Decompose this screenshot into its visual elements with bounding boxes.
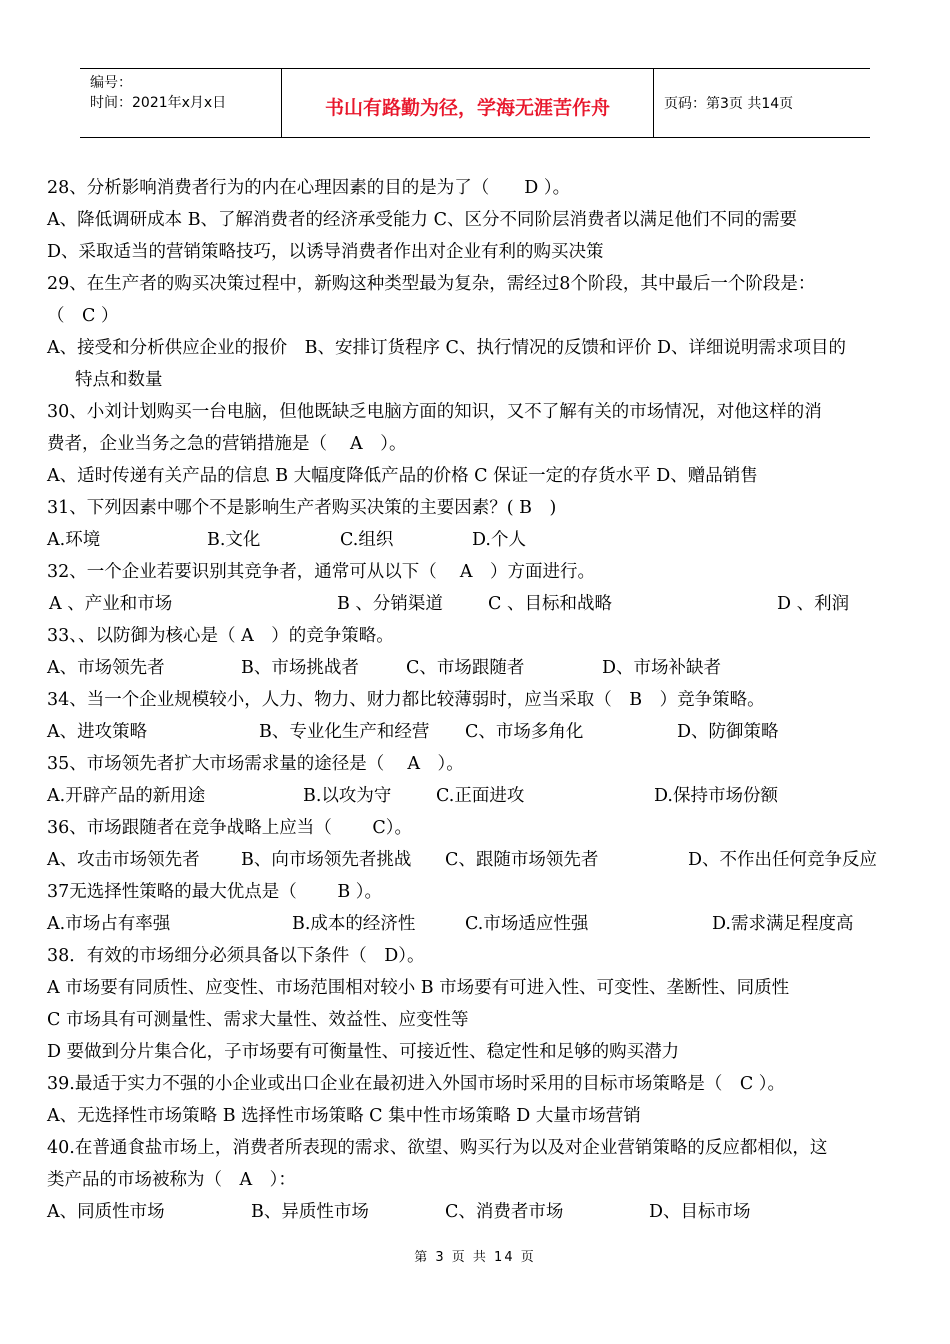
- q40-option-b: B、异质性市场: [251, 1202, 369, 1222]
- q35-option-b: B.以攻为守: [303, 786, 392, 806]
- q31-option-b: B.文化: [207, 530, 261, 550]
- header-motto: 书山有路勤为径，学海无涯苦作舟: [282, 69, 654, 137]
- q35-option-c: C.正面进攻: [436, 786, 525, 806]
- q33-option-a: A、市场领先者: [47, 658, 165, 678]
- page-footer: 第 3 页 共 14 页: [414, 1250, 536, 1265]
- q29-answer: （ C ）: [47, 306, 119, 326]
- question-40: 40.在普通食盐市场上，消费者所表现的需求、欲望、购买行为以及对企业营销策略的反应都相似，这: [47, 1138, 828, 1158]
- question-34: 34、当一个企业规模较小，人力、物力、财力都比较薄弱时，应当采取（ B ）竞争策略。: [47, 690, 765, 710]
- q31-option-c: C.组织: [340, 530, 394, 550]
- header-page-label: 页码：第3页 共14页: [664, 96, 794, 112]
- q38-option-d: D 要做到分片集合化，子市场要有可衡量性、可接近性、稳定性和足够的购买潜力: [47, 1042, 680, 1062]
- q37-option-a: A.市场占有率强: [47, 914, 171, 934]
- question-35: 35、市场领先者扩大市场需求量的途径是（ A ）。: [47, 754, 464, 774]
- q34-option-a: A、进攻策略: [47, 722, 148, 742]
- q35-options: [47, 780, 907, 812]
- question-30: 30、小刘计划购买一台电脑，但他既缺乏电脑方面的知识，又不了解有关的市场情况，对他这样的消: [47, 402, 822, 422]
- q32-option-d: D 、利润: [777, 594, 850, 614]
- q35-option-d: D.保持市场份额: [654, 786, 778, 806]
- question-31: 31、下列因素中哪个不是影响生产者购买决策的主要因素？( B ): [47, 498, 557, 518]
- question-40-cont: 类产品的市场被称为（ A ）：: [47, 1170, 296, 1190]
- q36-option-a: A、攻击市场领先者: [47, 850, 200, 870]
- q34-option-d: D、防御策略: [677, 722, 779, 742]
- q37-options: [47, 908, 907, 940]
- q40-option-a: A、同质性市场: [47, 1202, 165, 1222]
- question-37: 37无选择性策略的最大优点是（ B ）。: [47, 882, 383, 902]
- q31-option-d: D.个人: [472, 530, 526, 550]
- q32-option-c: C 、目标和战略: [488, 594, 612, 614]
- q36-options: [47, 844, 907, 876]
- question-36: 36、市场跟随者在竞争战略上应当（ C）。: [47, 818, 412, 838]
- q40-option-c: C、消费者市场: [445, 1202, 564, 1222]
- q30-options: A、适时传递有关产品的信息 B 大幅度降低产品的价格 C 保证一定的存货水平 D、赠品销售: [47, 466, 758, 486]
- q34-options: [47, 716, 907, 748]
- q40-options: [47, 1196, 907, 1228]
- q37-option-c: C.市场适应性强: [465, 914, 589, 934]
- q34-option-b: B、专业化生产和经营: [259, 722, 430, 742]
- q37-option-b: B.成本的经济性: [292, 914, 416, 934]
- question-29: 29、在生产者的购买决策过程中，新购这种类型最为复杂，需经过8个阶段，其中最后一个阶段是：: [47, 274, 816, 294]
- q28-options-line1: A、降低调研成本 B、了解消费者的经济承受能力 C、区分不同阶层消费者以满足他们不同的需要: [47, 210, 798, 230]
- q39-options: A、无选择性市场策略 B 选择性市场策略 C 集中性市场策略 D 大量市场营销: [47, 1106, 641, 1126]
- q37-option-d: D.需求满足程度高: [712, 914, 854, 934]
- question-30-cont: 费者，企业当务之急的营销措施是（ A ）。: [47, 434, 407, 454]
- q35-option-a: A.开辟产品的新用途: [47, 786, 206, 806]
- page-header: [80, 68, 870, 138]
- q38-option-c: C 市场具有可测量性、需求大量性、效益性、应变性等: [47, 1010, 469, 1030]
- q31-option-a: A.环境: [47, 530, 101, 550]
- document-body: [47, 172, 907, 1228]
- q36-option-d: D、不作出任何竞争反应: [688, 850, 878, 870]
- q31-options: [47, 524, 907, 556]
- question-33: 33、、以防御为核心是（ A ）的竞争策略。: [47, 626, 394, 646]
- question-28: 28、分析影响消费者行为的内在心理因素的目的是为了（ D ）。: [47, 178, 571, 198]
- q33-option-d: D、市场补缺者: [602, 658, 722, 678]
- question-39: 39.最适于实力不强的小企业或出口企业在最初进入外国市场时采用的目标市场策略是（ C ）。: [47, 1074, 786, 1094]
- q38-options-ab: A 市场要有同质性、应变性、市场范围相对较小 B 市场要有可进入性、可变性、垄断性、同质性: [47, 978, 790, 998]
- q32-option-b: B 、分销渠道: [337, 594, 443, 614]
- q29-options-line1: A、接受和分析供应企业的报价 B、安排订货程序 C、执行情况的反馈和评价 D、详细说明需求项目的: [47, 338, 847, 358]
- q36-option-b: B、向市场领先者挑战: [241, 850, 412, 870]
- q28-options-line2: D、采取适当的营销策略技巧，以诱导消费者作出对企业有利的购买决策: [47, 242, 604, 262]
- header-meta: [80, 69, 282, 137]
- q34-option-c: C、市场多角化: [465, 722, 584, 742]
- question-38: 38．有效的市场细分必须具备以下条件（ D）。: [47, 946, 425, 966]
- q32-option-a: A 、产业和市场: [49, 594, 173, 614]
- q33-options: [47, 652, 907, 684]
- q36-option-c: C、跟随市场领先者: [445, 850, 599, 870]
- number-label: 编号：: [90, 75, 132, 91]
- q32-options: [47, 588, 907, 620]
- q33-option-b: B、市场挑战者: [241, 658, 359, 678]
- question-32: 32、一个企业若要识别其竞争者，通常可从以下（ A ）方面进行。: [47, 562, 595, 582]
- q33-option-c: C、市场跟随者: [406, 658, 525, 678]
- date-label: 时间：2021年x月x日: [90, 95, 227, 111]
- q29-options-line2: 特点和数量: [75, 370, 163, 390]
- q40-option-d: D、目标市场: [649, 1202, 751, 1222]
